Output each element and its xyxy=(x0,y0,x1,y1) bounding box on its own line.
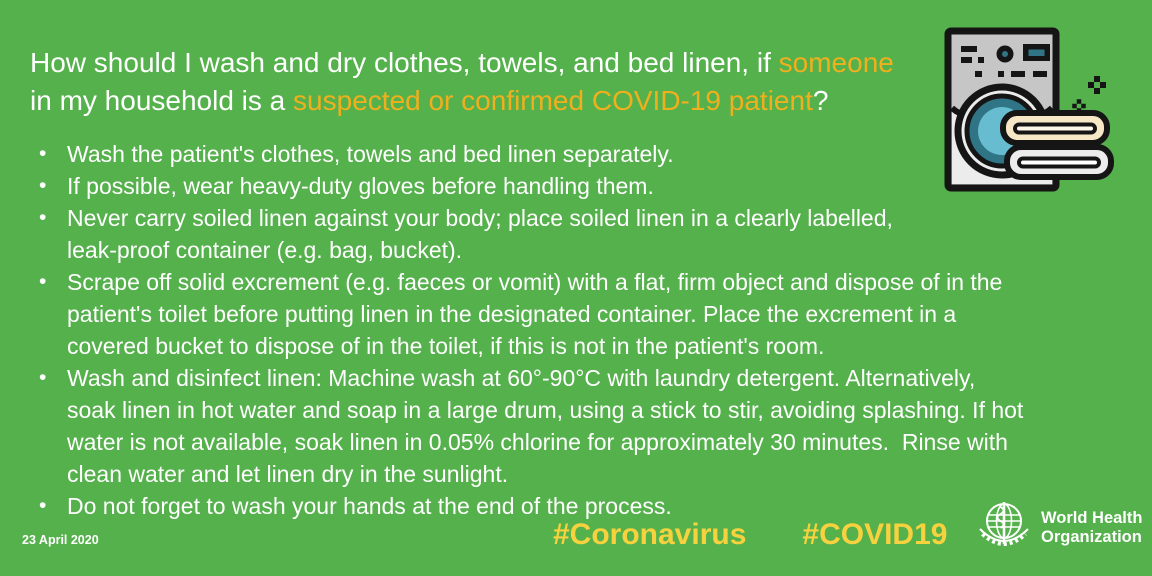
bullet-icon: • xyxy=(39,494,47,517)
list-item-text: Wash and disinfect linen: Machine wash at 60°-90°C with laundry detergent. Alternatively, xyxy=(67,365,976,391)
folded-towels-icon xyxy=(1003,113,1111,177)
list-item-text: Scrape off solid excrement (e.g. faeces or vomit) with a flat, firm object and dispose of in the xyxy=(67,269,1003,295)
who-emblem-icon xyxy=(973,497,1037,559)
list-item-text: leak-proof container (e.g. bag, bucket). xyxy=(67,237,463,263)
list-item-text: If possible, wear heavy-duty gloves before handling them. xyxy=(67,173,654,199)
title-line xyxy=(30,44,894,82)
title-text: ? xyxy=(812,85,829,116)
list-item-text: clean water and let linen dry in the sunlight. xyxy=(67,461,509,487)
list-item-text: Never carry soiled linen against your body; place soiled linen in a clearly labelled, xyxy=(67,205,893,231)
sparkle-icon xyxy=(1088,76,1106,94)
bullet-icon: • xyxy=(39,206,47,229)
list-item-text: patient's toilet before putting linen in the designated container. Place the excrement in a xyxy=(67,301,957,327)
title-line xyxy=(30,82,894,120)
page-title xyxy=(30,44,894,120)
list-item xyxy=(28,138,1023,170)
list-item-text: covered bucket to dispose of in the toilet, if this is not in the patient's room. xyxy=(67,333,825,359)
list-item xyxy=(28,202,1023,266)
list-item-text: water is not available, soak linen in 0.05% chlorine for approximately 30 minutes. Rinse with xyxy=(67,429,1008,455)
title-text: How should I wash and dry clothes, towels, and bed linen, if xyxy=(30,47,779,78)
hashtag-coronavirus: #Coronavirus xyxy=(553,518,747,551)
washing-machine-icon xyxy=(941,24,1117,196)
title-highlight: suspected or confirmed COVID-19 patient xyxy=(293,85,813,116)
list-item-text: Do not forget to wash your hands at the end of the process. xyxy=(67,493,672,519)
title-text: in my household is a xyxy=(30,85,294,116)
list-item-text: soak linen in hot water and soap in a large drum, using a stick to stir, avoiding splashing. If hot xyxy=(67,397,1024,423)
bullet-list xyxy=(28,138,1023,522)
bullet-icon: • xyxy=(39,270,47,293)
title-highlight: someone xyxy=(778,47,894,78)
list-item xyxy=(28,266,1023,362)
list-item xyxy=(28,170,1023,202)
list-item xyxy=(28,362,1023,490)
bullet-icon: • xyxy=(39,174,47,197)
hashtag-covid19: #COVID19 xyxy=(802,518,948,551)
who-wordmark: World Health Organization xyxy=(1041,509,1143,546)
who-logo xyxy=(973,497,1142,559)
bullet-icon: • xyxy=(39,366,47,389)
list-item-text: Wash the patient's clothes, towels and bed linen separately. xyxy=(67,141,674,167)
bullet-icon: • xyxy=(39,142,47,165)
footer-date: 23 April 2020 xyxy=(22,533,99,547)
hashtags xyxy=(553,518,947,552)
